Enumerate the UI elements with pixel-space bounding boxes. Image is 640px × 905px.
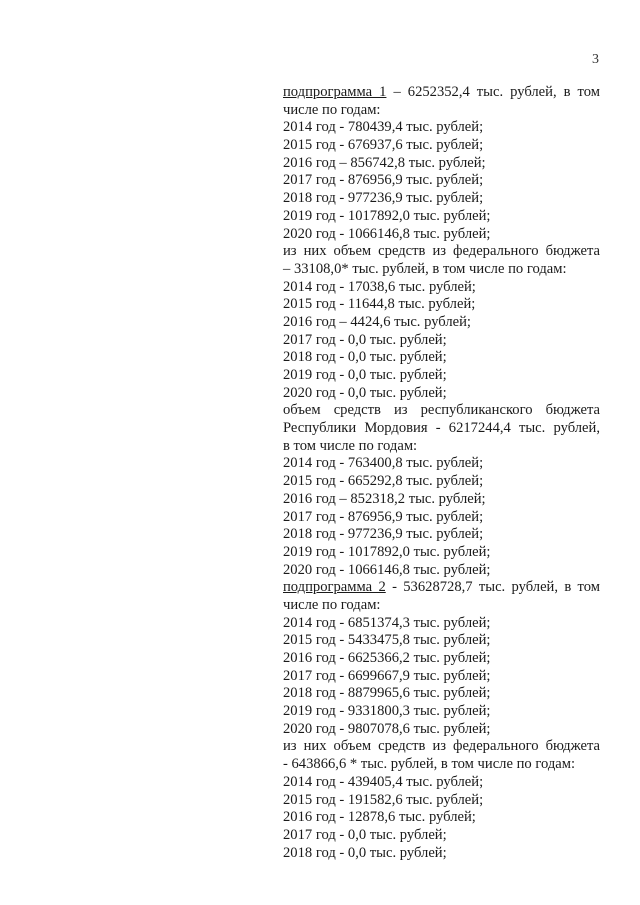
text-line [283, 296, 600, 314]
line-text: из них объем средств из федерального бюджета [283, 243, 600, 260]
text-line [283, 420, 600, 438]
text-line [283, 402, 600, 420]
line-text: 2014 год - 763400,8 тыс. рублей; [283, 455, 484, 472]
text-line [283, 455, 600, 473]
text-line [283, 544, 600, 562]
line-text: числе по годам: [283, 101, 381, 118]
text-line [283, 226, 600, 244]
line-text: 2015 год - 191582,6 тыс. рублей; [283, 791, 484, 808]
text-line [283, 243, 600, 261]
text-line [283, 792, 600, 810]
text-line [283, 137, 600, 155]
line-text: 2014 год - 780439,4 тыс. рублей; [283, 119, 484, 136]
line-text: 2020 год - 1066146,8 тыс. рублей; [283, 561, 491, 578]
text-line [283, 650, 600, 668]
line-text: 2016 год – 856742,8 тыс. рублей; [283, 154, 486, 171]
line-text: – 33108,0* тыс. рублей, в том числе по годам: [283, 260, 567, 277]
line-text: объем средств из республиканского бюджета [283, 402, 600, 419]
line-text: 2014 год - 439405,4 тыс. рублей; [283, 773, 484, 790]
line-text: 2016 год – 4424,6 тыс. рублей; [283, 313, 471, 330]
text-line [283, 562, 600, 580]
line-text: 2017 год - 6699667,9 тыс. рублей; [283, 667, 491, 684]
line-text: 2016 год – 852318,2 тыс. рублей; [283, 490, 486, 507]
text-line [283, 172, 600, 190]
subprogram-heading: подпрограмма 1 [283, 84, 387, 100]
page-number: 3 [592, 52, 599, 67]
line-text: 2019 год - 9331800,3 тыс. рублей; [283, 703, 491, 720]
text-line [283, 774, 600, 792]
text-line [283, 349, 600, 367]
line-text: 2019 год - 1017892,0 тыс. рублей; [283, 543, 491, 560]
line-text: из них объем средств из федерального бюджета [283, 738, 600, 755]
text-line [283, 367, 600, 385]
text-line [283, 756, 600, 774]
line-text: 2018 год - 8879965,6 тыс. рублей; [283, 685, 491, 702]
line-text: числе по годам: [283, 596, 381, 613]
line-text: 2016 год - 12878,6 тыс. рублей; [283, 809, 476, 826]
subprogram-heading: подпрограмма 2 [283, 579, 386, 596]
text-line [283, 473, 600, 491]
text-line [283, 261, 600, 279]
line-text: 2015 год - 11644,8 тыс. рублей; [283, 296, 476, 313]
line-text: 2018 год - 0,0 тыс. рублей; [283, 844, 447, 861]
text-line [283, 738, 600, 756]
text-line [283, 668, 600, 686]
line-text: 2019 год - 1017892,0 тыс. рублей; [283, 207, 491, 224]
line-text: 2014 год - 6851374,3 тыс. рублей; [283, 614, 491, 631]
text-line [283, 190, 600, 208]
text-line [283, 102, 600, 120]
text-line [283, 526, 600, 544]
document-body [283, 84, 600, 862]
line-text: 2014 год - 17038,6 тыс. рублей; [283, 278, 476, 295]
line-text: 2015 год - 676937,6 тыс. рублей; [283, 137, 484, 154]
text-line [283, 314, 600, 332]
line-text: 2020 год - 1066146,8 тыс. рублей; [283, 225, 491, 242]
line-text: 2015 год - 665292,8 тыс. рублей; [283, 473, 484, 490]
line-text: в том числе по годам: [283, 437, 418, 454]
line-text: 2016 год - 6625366,2 тыс. рублей; [283, 650, 491, 666]
text-line [283, 509, 600, 527]
text-line [283, 632, 600, 650]
text-line [283, 279, 600, 297]
line-text: 2017 год - 876956,9 тыс. рублей; [283, 508, 484, 525]
text-line [283, 827, 600, 845]
line-text: - 53628728,7 тыс. рублей, в том [385, 579, 600, 596]
text-line [283, 438, 600, 456]
line-text: 2018 год - 0,0 тыс. рублей; [283, 349, 447, 366]
line-text: 2018 год - 977236,9 тыс. рублей; [283, 190, 484, 207]
line-text: 2020 год - 9807078,6 тыс. рублей; [283, 720, 491, 737]
line-text: 2017 год - 876956,9 тыс. рублей; [283, 172, 484, 189]
text-line [283, 208, 600, 226]
text-line [283, 721, 600, 739]
line-text: – 6252352,4 тыс. рублей, в том [386, 84, 600, 100]
line-text: Республики Мордовия - 6217244,4 тыс. рублей, [283, 420, 600, 437]
text-line [283, 491, 600, 509]
text-line [283, 119, 600, 137]
text-line [283, 809, 600, 827]
line-text: 2017 год - 0,0 тыс. рублей; [283, 331, 447, 348]
text-line [283, 703, 600, 721]
text-line [283, 685, 600, 703]
text-line [283, 155, 600, 173]
text-line [283, 84, 600, 102]
text-line [283, 845, 600, 863]
line-text: 2019 год - 0,0 тыс. рублей; [283, 367, 447, 383]
text-line [283, 385, 600, 403]
line-text: - 643866,6 * тыс. рублей, в том числе по годам: [283, 756, 576, 773]
text-line [283, 597, 600, 615]
line-text: 2015 год - 5433475,8 тыс. рублей; [283, 632, 491, 649]
text-line [283, 615, 600, 633]
text-line [283, 579, 600, 597]
line-text: 2018 год - 977236,9 тыс. рублей; [283, 526, 484, 543]
text-line [283, 332, 600, 350]
line-text: 2017 год - 0,0 тыс. рублей; [283, 826, 447, 843]
line-text: 2020 год - 0,0 тыс. рублей; [283, 384, 447, 401]
